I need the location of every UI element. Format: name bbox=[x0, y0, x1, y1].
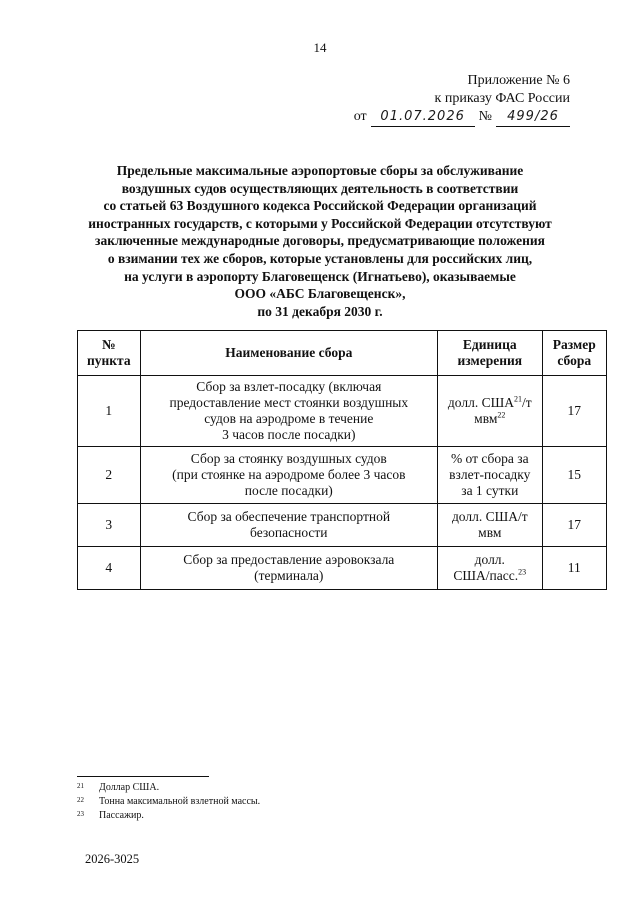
header-item-number: № пункта bbox=[78, 331, 141, 376]
footnote-item bbox=[77, 781, 260, 795]
cell-fee-name: Сбор за обеспечение транспортной безопасности bbox=[140, 504, 438, 547]
title-line: воздушных судов осуществляющих деятельность в соответствии bbox=[121, 180, 519, 196]
title-line: заключенные международные договоры, предусматривающие положения bbox=[95, 233, 545, 249]
footnote-mark: 22 bbox=[77, 796, 84, 804]
footnote-ref: 23 bbox=[518, 567, 527, 577]
cell-item-number: 3 bbox=[78, 504, 141, 547]
appendix-title: Приложение № 6 bbox=[467, 73, 570, 88]
cell-fee-size: 15 bbox=[542, 447, 606, 504]
cell-unit: долл. США/т мвм bbox=[438, 504, 542, 547]
document-title bbox=[60, 162, 580, 320]
cell-unit: % от сбора за взлет-посадку за 1 сутки bbox=[438, 447, 542, 504]
page-number: 14 bbox=[313, 40, 327, 55]
cell-fee-size: 11 bbox=[542, 547, 606, 590]
cell-item-number: 2 bbox=[78, 447, 141, 504]
handwritten-date: 01.07.2026 bbox=[371, 108, 475, 127]
table-row bbox=[78, 447, 607, 504]
cell-fee-size: 17 bbox=[542, 504, 606, 547]
cell-unit: долл. США/пасс.$^{23}$ bbox=[438, 547, 542, 590]
header-unit: Единица измерения bbox=[438, 331, 542, 376]
handwritten-order-number: 499/26 bbox=[496, 108, 570, 127]
title-line: иностранных государств, с которыми у Российской Федерации отсутствуют bbox=[88, 215, 552, 231]
from-label: от bbox=[353, 109, 367, 124]
title-line: о взимании тех же сборов, которые установлены для российских лиц, bbox=[107, 250, 533, 266]
title-line: ООО «АБС Благовещенск», bbox=[234, 286, 406, 302]
table-row bbox=[78, 547, 607, 590]
cell-unit: долл. США$^{21}$/т мвм$^{22}$ bbox=[438, 376, 542, 447]
header-fee-size: Размер сбора bbox=[542, 331, 606, 376]
table-row bbox=[78, 376, 607, 447]
footnote-text: Доллар США. bbox=[99, 782, 160, 793]
number-label: № bbox=[478, 109, 492, 124]
cell-fee-name: Сбор за стоянку воздушных судов (при стоянке на аэродроме более 3 часов после посадки) bbox=[140, 447, 438, 504]
order-date-number-line bbox=[354, 108, 570, 127]
footnote-item bbox=[77, 795, 260, 809]
table-header-row bbox=[78, 331, 607, 376]
footnote-ref: 21 bbox=[513, 394, 522, 404]
document-code: 2026-3025 bbox=[85, 852, 140, 866]
title-line: по 31 декабря 2030 г. bbox=[257, 303, 383, 319]
cell-fee-name: Сбор за взлет-посадку (включая предоставление мест стоянки воздушных судов на аэродроме в течение 3 часов после посадки) bbox=[140, 376, 438, 447]
cell-item-number: 4 bbox=[78, 547, 141, 590]
cell-fee-name: Сбор за предоставление аэровокзала (терминала) bbox=[140, 547, 438, 590]
footnote-text: Тонна максимальной взлетной массы. bbox=[99, 796, 261, 807]
footnote-item bbox=[77, 809, 260, 823]
footnotes bbox=[77, 781, 260, 823]
title-line: со статьей 63 Воздушного кодекса Российской Федерации организаций bbox=[103, 198, 537, 214]
appendix-order-ref: к приказу ФАС России bbox=[434, 91, 570, 106]
title-line: Предельные максимальные аэропортовые сборы за обслуживание bbox=[116, 163, 524, 178]
table-row bbox=[78, 504, 607, 547]
footnote-mark: 23 bbox=[77, 810, 84, 818]
airport-fees-table bbox=[77, 330, 607, 590]
footnote-mark: 21 bbox=[77, 782, 84, 790]
header-fee-name: Наименование сбора bbox=[140, 331, 438, 376]
appendix-header bbox=[354, 72, 570, 127]
cell-fee-size: 17 bbox=[542, 376, 606, 447]
footnote-ref: 22 bbox=[497, 410, 506, 420]
footnote-divider bbox=[77, 776, 209, 777]
footnote-text: Пассажир. bbox=[99, 810, 144, 821]
cell-item-number: 1 bbox=[78, 376, 141, 447]
title-line: на услуги в аэропорту Благовещенск (Игнатьево), оказываемые bbox=[124, 268, 516, 284]
